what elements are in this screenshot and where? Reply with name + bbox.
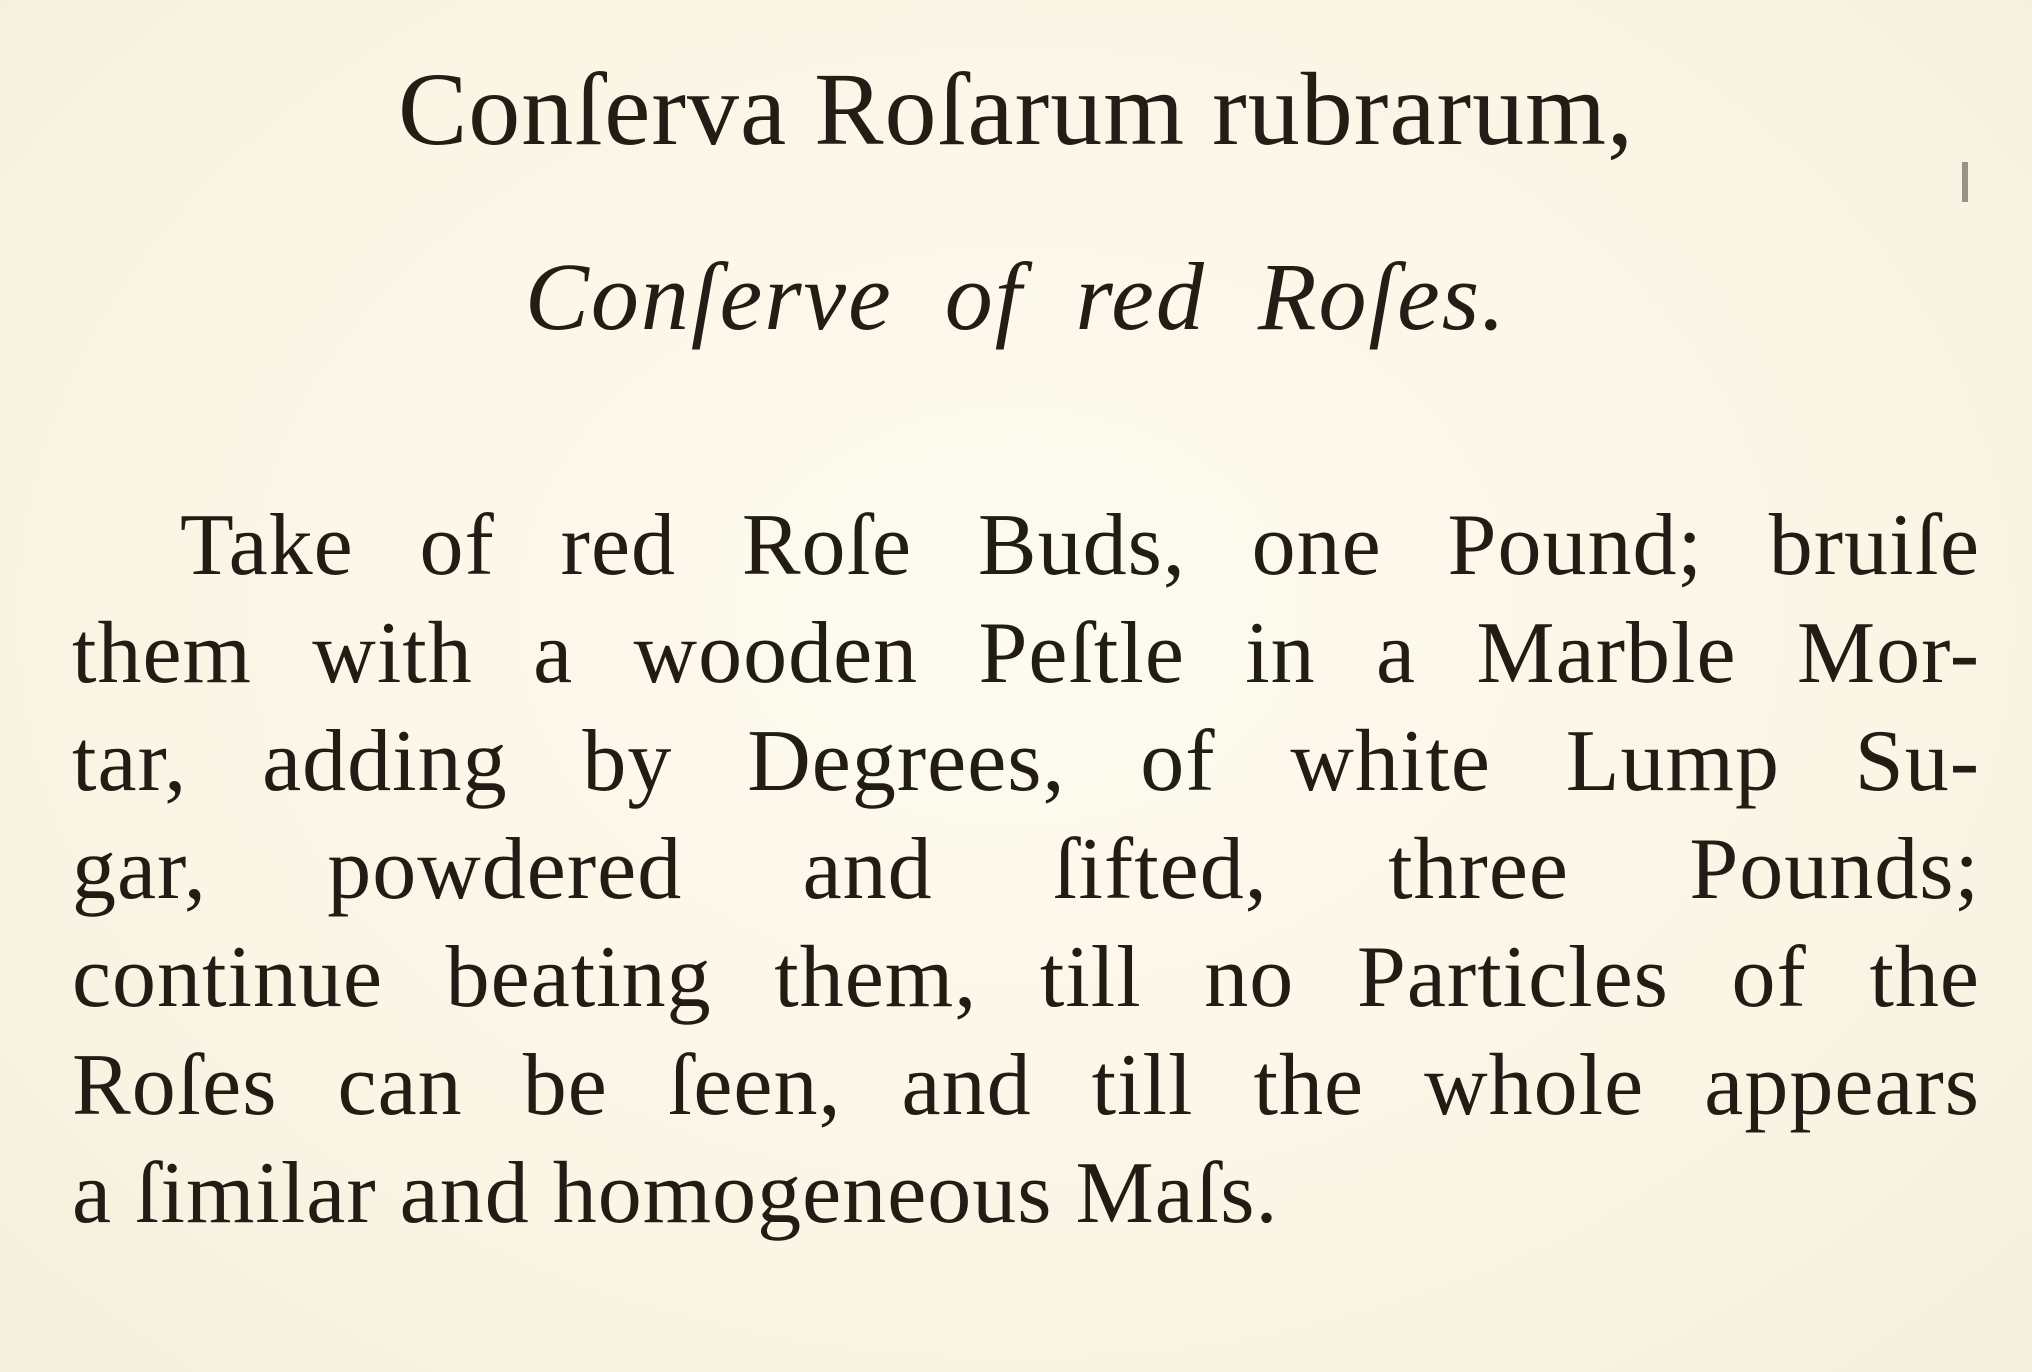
paragraph-line: Take of red Roſe Buds, one Pound; bruiſe [180,497,1980,594]
paragraph-line: a ſimilar and homogeneous Maſs. [72,1145,1279,1242]
latin-title: Conſerva Roſarum rubrarum, [397,52,1635,167]
paragraph-line: gar, powdered and ſifted, three Pounds; [72,821,1980,918]
paragraph-line: them with a wooden Peſtle in a Marble Mor- [72,605,1980,702]
paragraph-line: tar, adding by Degrees, of white Lump Su- [72,713,1980,810]
english-title: Conſerve of red Roſes. [524,243,1508,350]
paragraph-line: Roſes can be ſeen, and till the whole appears [72,1037,1980,1134]
paragraph-line: continue beating them, till no Particles of the [72,929,1980,1026]
margin-mark [1962,162,1968,202]
recipe-paragraph [72,492,1980,1248]
